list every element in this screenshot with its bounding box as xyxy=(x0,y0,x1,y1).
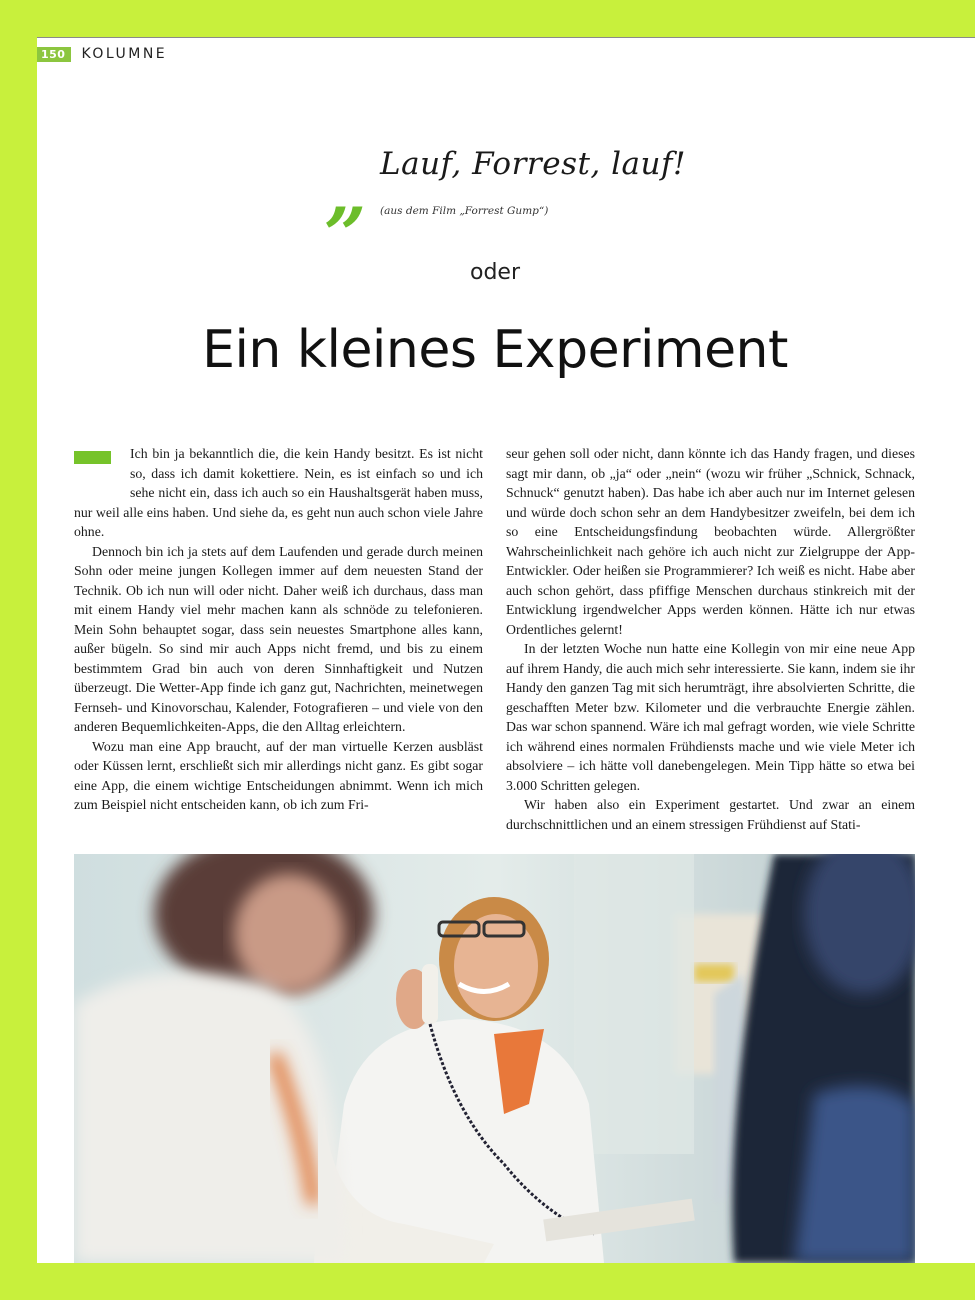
paragraph: Wozu man eine App braucht, auf der man virtuelle Kerzen ausbläst oder Küssen lernt, erschließt sich mir allerdings nicht ganz. Es gibt sogar eine App, die einem wichtige Entscheidungen abnimmt. Wenn ich mich zum Beispiel nicht entscheiden kann, ob ich zum Fri- xyxy=(74,738,483,812)
article-photo xyxy=(74,854,915,1263)
paragraph: Dennoch bin ich ja stets auf dem Laufenden und gerade durch meinen Sohn oder meine jungen Kollegen immer auf dem neuesten Stand der Technik. Ob ich nun will oder nicht. Daher weiß ich durchaus, dass man mit einem Handy viel mehr machen kann als schnöde zu telefonieren. Mein Sohn behauptet sogar, dass sein neuestes Smartphone alles kann, außer bügeln. So sind mir auch Apps nicht fremd, und bis zu einem bestimmtem Grad bin auch von deren Sinnhaftigkeit und Nutzen überzeugt. Die Wetter-App finde ich ganz gut, Nachrichten, meinetwegen Fernseh- und Kinovorschau, Kalender, Fotografieren – und viele von den anderen Bequemlichkeiten-Apps, die den Alltag erleichtern. xyxy=(74,543,483,734)
quote-mark: „ xyxy=(325,150,368,236)
page-number: 150 xyxy=(37,47,71,62)
magazine-page xyxy=(37,37,975,1263)
quote-source: (aus dem Film „Forrest Gump“) xyxy=(380,205,549,217)
subtitle-oder: oder xyxy=(469,260,520,285)
paragraph: Ich bin ja bekanntlich die, die kein Handy besitzt. Es ist nicht so, dass ich damit kokettiere. Nein, es ist einfach so und ich sehe nicht ein, dass ich auch so ein Haushaltsgerät haben muss, nur weil alle eins haben. Und siehe da, es geht nun auch schon viele Jahre ohne. xyxy=(74,446,483,539)
paragraph: seur gehen soll oder nicht, dann könnte ich das Handy fragen, und dieses sagt mir dann, ob „ja“ oder „nein“ (wozu wir früher „Schnick, Schnack, Schnuck“ genutzt haben). Das habe ich aber auch nur im Internet gelesen und würde doch schon sehr an dem Handybesitzer zweifeln, bei dem ich so eine Entscheidungsfindung beobachten würde. Allergrößter Wahrscheinlichkeit nach gehöre ich auch nicht zur Zielgruppe der App-Entwickler. Oder heißen sie Programmierer? Ich weiß es nicht. Habe aber auch schon gehört, dass pfiffige Menschen durchaus stinkreich mit der Entwicklung irgendwelcher Apps werden können. Hätte ich nur etwas Ordentliches gelernt! xyxy=(506,446,915,637)
page-header xyxy=(37,46,167,62)
paragraph: Wir haben also ein Experiment gestartet. Und zwar an einem durchschnittlichen und an einem stressigen Frühdienst auf Stati- xyxy=(506,797,915,832)
paragraph: In der letzten Woche nun hatte eine Kollegin von mir eine neue App auf ihrem Handy, die auch mich sehr interessierte. Sie kann, indem sie ihr Handy den ganzen Tag mit sich herumträgt, ihre absolvierten Schritte, die geschafften Meter bzw. Kilometer und die verbrauchte Energie zählen. Das war schon spannend. Wäre ich mal gefragt worden, wie viele Schritte ich während eines normalen Frühdiensts mache und wie viele Meter ich absolviere – ich hätte voll danebengelegen. Mein Tipp hätte so etwa bei 3.000 Schritten gelegen. xyxy=(506,641,915,793)
pull-quote: Lauf, Forrest, lauf! xyxy=(380,146,686,182)
article-column-right xyxy=(506,444,915,834)
article-column-left xyxy=(74,444,483,815)
section-title: KOLUMNE xyxy=(81,46,168,62)
article-headline: Ein kleines Experiment xyxy=(202,320,788,380)
drop-indent-space xyxy=(74,444,130,502)
nurse-on-phone-photo xyxy=(74,854,915,1263)
